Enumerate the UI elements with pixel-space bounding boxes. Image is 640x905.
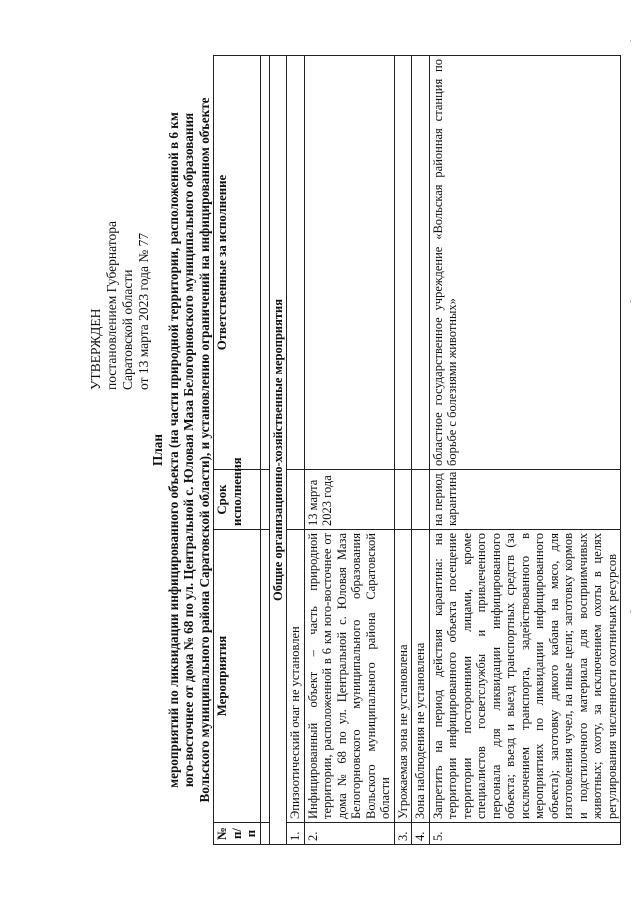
title-line-1: мероприятий по ликвидации инфицированного объекта (на части природной территории, расположенной в 6 км (165, 112, 181, 788)
row-num: 5. (429, 823, 621, 845)
approval-region: Саратовской области (120, 269, 135, 390)
spacer-row (260, 56, 269, 845)
row-num: 2. (304, 823, 394, 845)
title-line-3: Вольского муниципального района Саратовской области), и установлению ограничений на инфицированном объекте (196, 97, 212, 803)
row-term (394, 470, 412, 530)
measures-table (213, 55, 621, 845)
title-plan: План (150, 434, 165, 466)
header-num: № п/п (214, 823, 261, 845)
row-action: Эпизоотический очаг не установлен (287, 530, 305, 823)
table-row (412, 56, 430, 845)
row-num: 1. (287, 823, 305, 845)
scan-artifact (630, 40, 631, 42)
row-action: Зона наблюдения не установлена (412, 530, 430, 823)
row-num: 4. (412, 823, 430, 845)
title-line-2: юго-восточнее от дома № 68 по ул. Центральной с. Юловая Маза Белогорновского муниципального образования (181, 112, 196, 788)
row-term: на период карантина (429, 470, 621, 530)
row-responsible (394, 56, 412, 470)
header-action: Мероприятия (214, 530, 261, 823)
row-responsible (412, 56, 430, 470)
approval-decree: постановлением Губернатора (104, 221, 119, 390)
scan-artifact (630, 300, 631, 303)
table-row (429, 56, 621, 845)
approval-heading: УТВЕРЖДЕН (88, 308, 103, 390)
approval-stamp (88, 90, 152, 390)
table-row (287, 56, 305, 845)
row-term (412, 470, 430, 530)
row-responsible (287, 56, 305, 470)
table-header-row (214, 56, 261, 845)
row-action: Инфицированный объект – часть природной территории, расположенной в 6 км юго-восточнее от дома № 68 по ул. Центральной с. Юловая Маза Белогорновского муниципального образования Вольского муниципального района Саратовской области (304, 530, 394, 823)
document-title (150, 55, 212, 845)
section-row (269, 56, 287, 845)
section-title: Общие организационно-хозяйственные мероприятия (269, 56, 287, 845)
header-term: Срок исполнения (214, 470, 261, 530)
scan-artifact (630, 610, 631, 613)
approval-date: от 13 марта 2023 года № 77 (136, 232, 151, 390)
row-responsible: областное государственное учреждение «Вольская районная станция по борьбе с болезнями животных» (429, 56, 621, 470)
table-row (394, 56, 412, 845)
row-action: Запретить на период действия карантина: на территории инфицированного объекта посещение территории посторонними лицами, кроме специалистов госветслужбы и привлеченного персонала для ликвидации инфицированного объекта; въезд и выезд транспортных средств (за исключением транспорта, задействованного в мероприятиях по ликвидации инфицированного объекта); заготовку дикого кабана на мясо, для изготовления чучел, на иные цели; заготовку кормов и подстилочного материала для восприимчивых животных; охоту, за исключением охоты в целях регулирования численности охотничьих ресурсов (429, 530, 621, 823)
row-action: Угрожаемая зона не установлена (394, 530, 412, 823)
row-term (287, 470, 305, 530)
row-responsible (304, 56, 394, 470)
row-num: 3. (394, 823, 412, 845)
header-responsible: Ответственные за исполнение (214, 56, 261, 470)
row-term: 13 марта 2023 года (304, 470, 394, 530)
table-row (304, 56, 394, 845)
